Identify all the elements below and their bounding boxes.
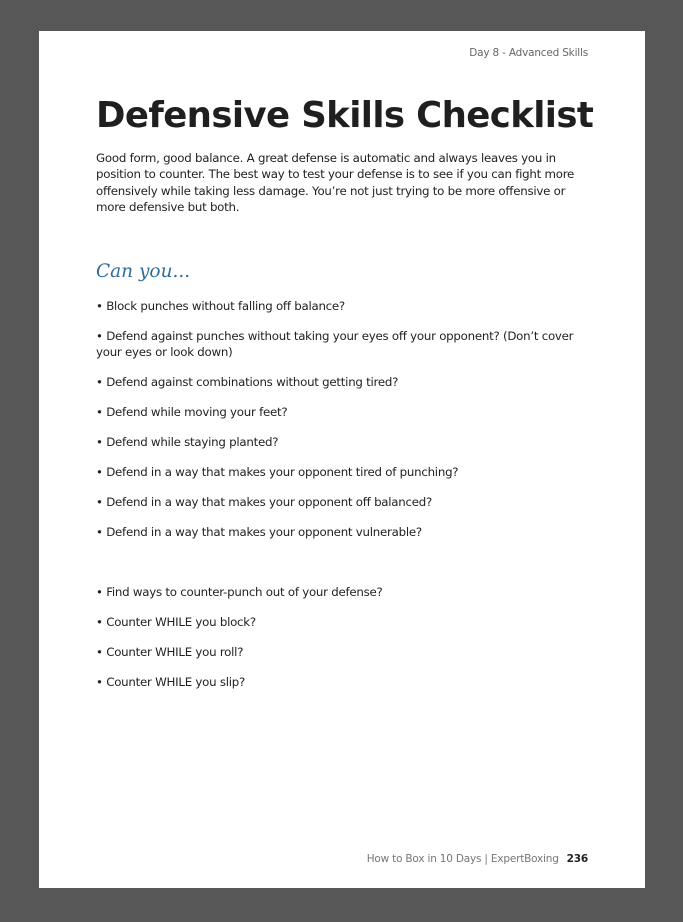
bullet-icon: •	[96, 525, 103, 539]
bullet-icon: •	[96, 645, 103, 659]
bullet-icon: •	[96, 375, 103, 389]
checklist-item-text: Defend while staying planted?	[106, 435, 279, 449]
intro-paragraph: Good form, good balance. A great defense is automatic and always leaves you in position to counter. The best way to test your defense is to see if you can fight more offensively while taking less damage. You’re not just trying to be more offensive or more defensive but both.	[96, 151, 575, 215]
checklist-item-text: Block punches without falling off balance?	[106, 299, 345, 313]
page-title: Defensive Skills Checklist	[96, 95, 594, 136]
checklist-item	[96, 298, 586, 314]
checklist-item-text: Defend against punches without taking your eyes off your opponent? (Don’t cover your eyes or look down)	[96, 329, 574, 359]
checklist-item	[96, 374, 586, 390]
checklist-item	[96, 644, 586, 660]
document-page	[39, 31, 645, 888]
checklist-item-text: Counter WHILE you block?	[106, 615, 256, 629]
checklist-item	[96, 614, 586, 630]
checklist-item-text: Defend against combinations without getting tired?	[106, 375, 399, 389]
footer-book-title: How to Box in 10 Days | ExpertBoxing	[366, 853, 559, 865]
bullet-icon: •	[96, 495, 103, 509]
bullet-icon: •	[96, 615, 103, 629]
bullet-icon: •	[96, 585, 103, 599]
checklist-item-text: Defend in a way that makes your opponent off balanced?	[106, 495, 433, 509]
page-number: 236	[566, 853, 588, 865]
checklist-item	[96, 328, 586, 360]
checklist-item-text: Counter WHILE you roll?	[106, 645, 244, 659]
section-heading: Can you...	[96, 261, 191, 282]
checklist-item-text: Find ways to counter-punch out of your defense?	[106, 585, 383, 599]
checklist-item-text: Defend in a way that makes your opponent tired of punching?	[106, 465, 459, 479]
page-footer	[367, 853, 588, 865]
checklist-item-text: Counter WHILE you slip?	[106, 675, 246, 689]
checklist	[96, 298, 586, 704]
checklist-item	[96, 524, 586, 540]
checklist-item	[96, 674, 586, 690]
checklist-item-text: Defend while moving your feet?	[106, 405, 288, 419]
checklist-item	[96, 434, 586, 450]
checklist-item	[96, 464, 586, 480]
checklist-item-text: Defend in a way that makes your opponent vulnerable?	[106, 525, 422, 539]
bullet-icon: •	[96, 675, 103, 689]
bullet-icon: •	[96, 329, 103, 343]
bullet-icon: •	[96, 435, 103, 449]
running-head: Day 8 - Advanced Skills	[469, 47, 588, 59]
checklist-item	[96, 404, 586, 420]
checklist-item	[96, 584, 586, 600]
bullet-icon: •	[96, 465, 103, 479]
bullet-icon: •	[96, 299, 103, 313]
checklist-item	[96, 494, 586, 510]
bullet-icon: •	[96, 405, 103, 419]
